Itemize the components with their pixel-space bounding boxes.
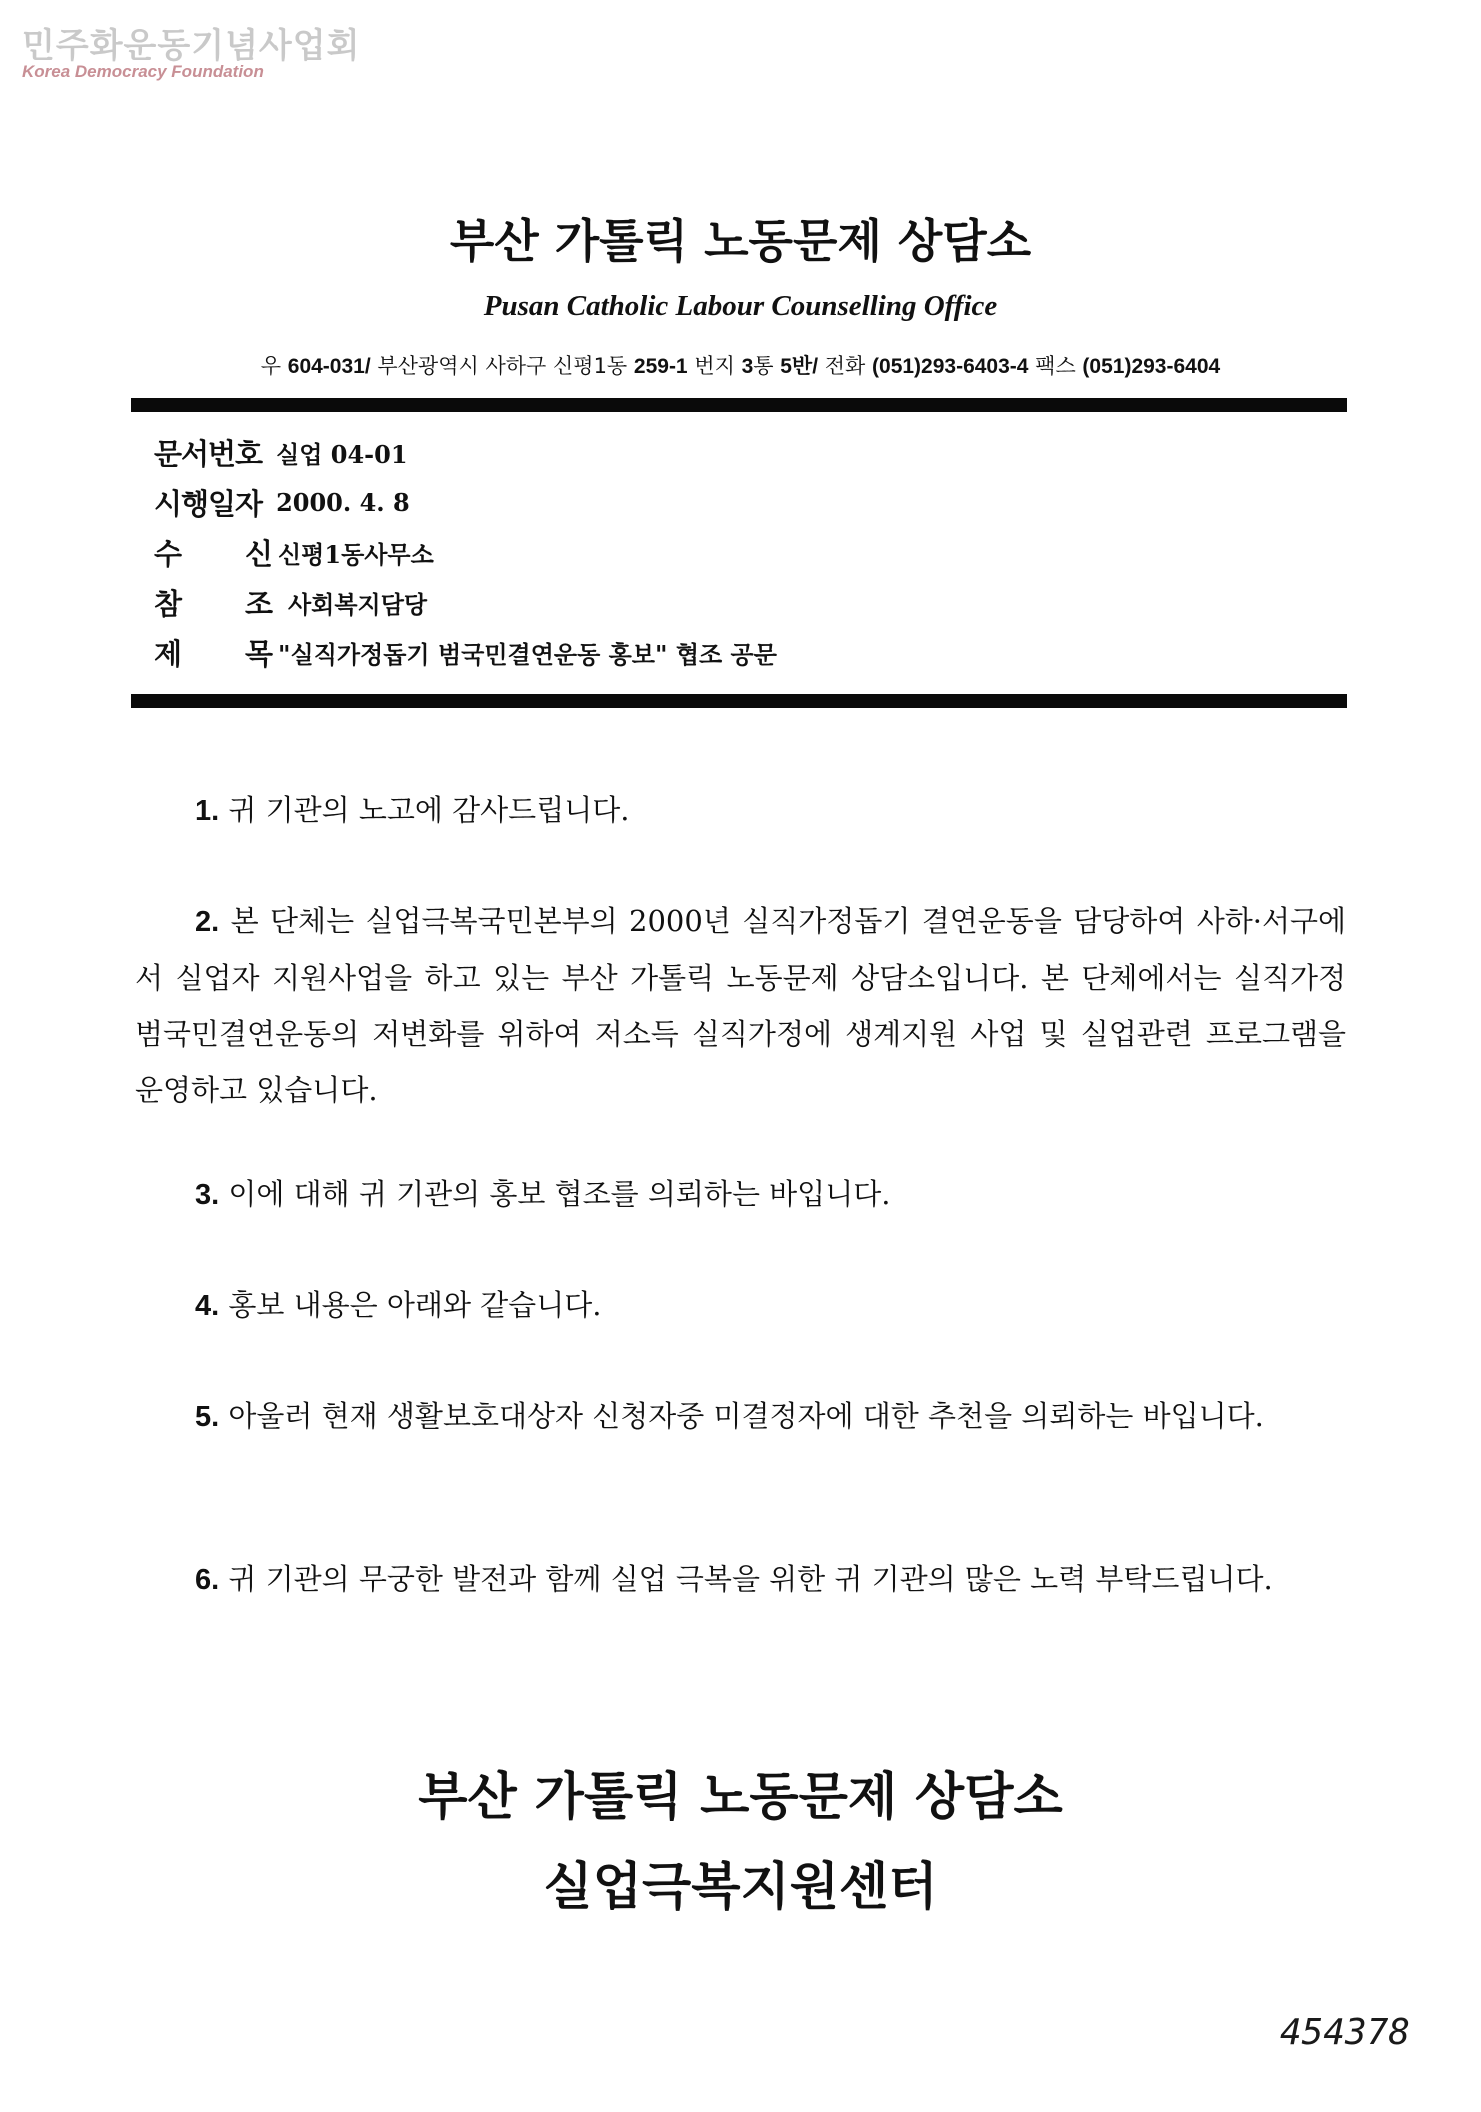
field-value: 사회복지담당 [288,589,428,619]
organization-title: 부산 가톨릭 노동문제 상담소 [449,214,1032,268]
lot-suffix: 번지 [694,354,735,378]
tong-number: 3 [741,355,754,378]
paragraph-text: 이에 대해 귀 기관의 홍보 협조를 의뢰하는 바입니다. [228,1177,891,1211]
handwritten-number: 454378 [1280,2012,1411,2053]
paragraph-4 [135,1277,1346,1334]
header-rule-bottom [131,694,1347,708]
ban-number: 5반/ [780,355,819,378]
paragraph-text: 귀 기관의 노고에 감사드립니다. [228,793,630,827]
phone-number: (051)293-6403-4 [872,355,1029,378]
paragraph-text: 홍보 내용은 아래와 같습니다. [228,1288,602,1322]
field-value: 2000. 4. 8 [276,487,410,517]
postal-code: 604-031/ [287,355,371,378]
header-rule-top [131,398,1347,412]
closing-center: 실업극복지원센터 [543,1858,938,1917]
field-value: 실업 04-01 [276,439,408,469]
watermark-korean: 민주화운동기념사업회 [22,26,361,66]
paragraph-number: 5. [195,1401,220,1433]
field-label: 수 신 [154,536,272,571]
field-value: "실직가정돕기 범국민결연운동 홍보" 협조 공문 [278,639,777,669]
paragraph-number: 1. [195,795,220,827]
watermark-english: Korea Democracy Foundation [22,62,264,81]
paragraph-number: 6. [195,1564,220,1596]
paragraph-2 [135,893,1346,1118]
paragraph-3 [135,1166,1346,1223]
paragraph-text: 귀 기관의 무궁한 발전과 함께 실업 극복을 위한 귀 기관의 많은 노력 부탁드립니다. [228,1562,1273,1596]
address-line [0,350,1481,380]
field-subject [154,632,777,672]
postal-prefix: 우 [260,354,282,378]
paragraph-5 [135,1388,1346,1445]
fax-label: 팩스 [1035,354,1076,378]
paragraph-text: 본 단체는 실업극복국민본부의 2000년 실직가정돕기 결연운동을 담당하여 사하·서구에서 실업자 지원사업을 하고 있는 부산 가톨릭 노동문제 상담소입니다. 본 단체에서는 실직가정 범국민결연운동의 저변화를 위하여 저소득 실직가정에 생계지원 사업 및 실업관련 프로그램을 운영하고 있습니다. [135,904,1347,1107]
tong-suffix: 통 [753,354,774,378]
field-reference [154,582,427,622]
field-issue-date [154,482,410,522]
paragraph-number: 3. [195,1179,220,1211]
field-label: 시행일자 [154,486,263,521]
field-recipient [154,532,434,572]
paragraph-6 [135,1551,1346,1608]
address-city: 부산광역시 사하구 신평1동 [377,354,628,378]
paragraph-text: 아울러 현재 생활보호대상자 신청자중 미결정자에 대한 추천을 의뢰하는 바입니다. [228,1399,1264,1433]
field-label: 문서번호 [154,436,263,471]
paragraph-number: 4. [195,1290,220,1322]
organization-english-name: Pusan Catholic Labour Counselling Office [483,290,998,322]
field-label: 참 조 [154,586,272,621]
field-value: 신평1동사무소 [278,539,434,569]
paragraph-1 [135,782,1346,839]
phone-label: 전화 [824,354,866,378]
lot-number: 259-1 [633,355,688,378]
field-label: 제 목 [154,636,272,671]
closing-organization: 부산 가톨릭 노동문제 상담소 [418,1768,1063,1827]
field-document-number [154,432,408,472]
fax-number: (051)293-6404 [1082,355,1221,378]
paragraph-number: 2. [195,906,220,938]
